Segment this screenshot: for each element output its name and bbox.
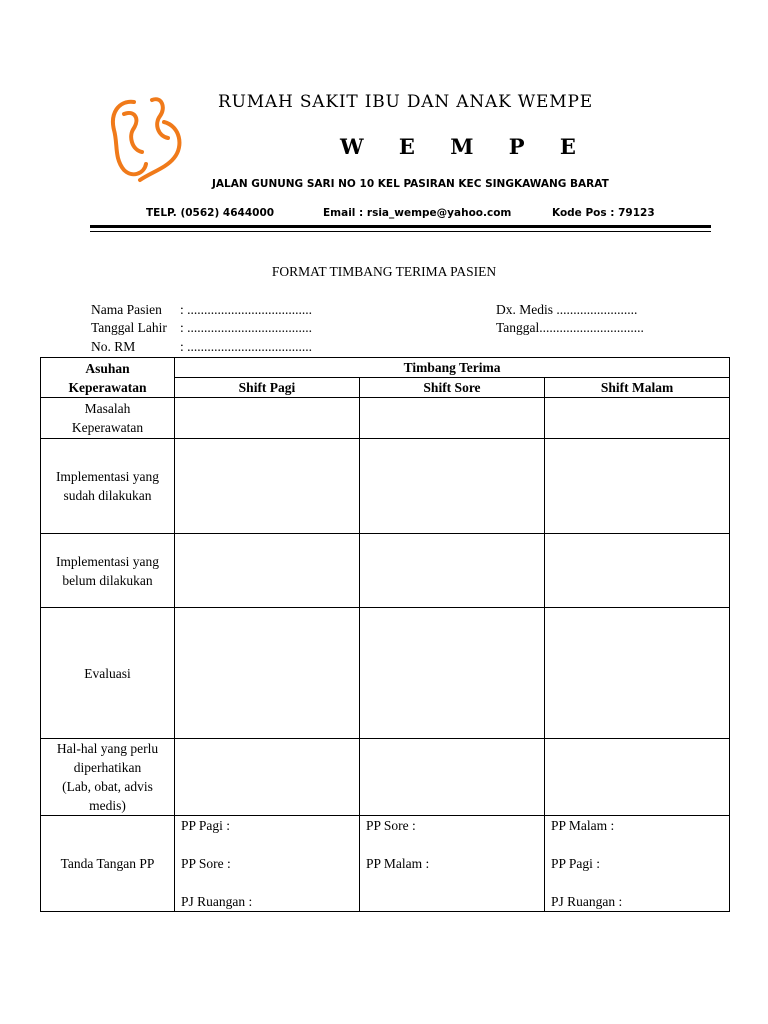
row-label-evaluasi: Evaluasi [41, 608, 175, 739]
row-label-line: Hal-hal yang perlu [56, 741, 159, 756]
field-nama-pasien[interactable]: : ..................................... [180, 302, 313, 317]
cell-hal-hal-sore[interactable] [360, 739, 545, 816]
field-tanggal-lahir[interactable]: : ..................................... [180, 320, 313, 335]
cell-evaluasi-pagi[interactable] [175, 608, 360, 739]
header-shift-sore: Shift Sore [360, 378, 545, 398]
row-label-hal-hal [41, 739, 175, 816]
hospital-name: RUMAH SAKIT IBU DAN ANAK WEMPE [218, 92, 593, 112]
cell-masalah-pagi[interactable] [175, 398, 360, 439]
row-label-tanda-tangan: Tanda Tangan PP [41, 816, 175, 912]
label-nama-pasien: Nama Pasien [91, 302, 162, 317]
row-label-line: Masalah [84, 401, 131, 416]
hospital-email: Email : rsia_wempe@yahoo.com [323, 207, 512, 219]
cell-hal-hal-pagi[interactable] [175, 739, 360, 816]
form-title: FORMAT TIMBANG TERIMA PASIEN [271, 264, 497, 279]
header-rule-thick [90, 225, 711, 228]
cell-impl-sudah-pagi[interactable] [175, 439, 360, 534]
table-row [41, 398, 730, 439]
corner-header [41, 358, 175, 398]
corner-header-line1: Asuhan [85, 360, 130, 376]
signature-line: PP Pagi : [181, 818, 231, 833]
signature-cell-sore[interactable] [360, 816, 545, 912]
header-shift-malam: Shift Malam [545, 378, 730, 398]
cell-impl-sudah-sore[interactable] [360, 439, 545, 534]
hospital-address: JALAN GUNUNG SARI NO 10 KEL PASIRAN KEC SINGKAWANG BARAT [212, 178, 609, 190]
table-row [41, 534, 730, 608]
row-label-implementasi-belum [41, 534, 175, 608]
row-label-line: Implementasi yang [55, 553, 160, 569]
cell-masalah-sore[interactable] [360, 398, 545, 439]
label-no-rm: No. RM [91, 339, 136, 354]
row-label-line: Implementasi yang [55, 469, 160, 484]
table-row [41, 739, 730, 816]
header-rule-thin [90, 231, 711, 232]
hospital-postcode: Kode Pos : 79123 [552, 207, 655, 219]
cell-impl-belum-pagi[interactable] [175, 534, 360, 608]
cell-impl-belum-malam[interactable] [545, 534, 730, 608]
signature-line: PP Malam : [551, 818, 615, 833]
cell-evaluasi-sore[interactable] [360, 608, 545, 739]
group-header-timbang-terima: Timbang Terima [175, 358, 730, 378]
table-row [41, 439, 730, 534]
signature-line: PP Sore : [181, 856, 231, 871]
signature-line: PP Malam : [366, 856, 430, 871]
cell-masalah-malam[interactable] [545, 398, 730, 439]
signature-cell-pagi[interactable] [175, 816, 360, 912]
hospital-phone: TELP. (0562) 4644000 [146, 207, 275, 219]
row-label-line: belum dilakukan [62, 572, 153, 588]
label-tanggal-lahir: Tanggal Lahir [91, 320, 167, 335]
cell-hal-hal-malam[interactable] [545, 739, 730, 816]
signature-line: PJ Ruangan : [181, 894, 253, 909]
signature-cell-malam[interactable] [545, 816, 730, 912]
row-label-line: diperhatikan [73, 760, 142, 775]
cell-impl-belum-sore[interactable] [360, 534, 545, 608]
table-header-row-1 [41, 358, 730, 378]
field-tanggal[interactable]: Tanggal............................... [496, 320, 644, 335]
corner-header-line2: Keperawatan [68, 379, 147, 395]
cell-impl-sudah-malam[interactable] [545, 439, 730, 534]
header-shift-pagi: Shift Pagi [175, 378, 360, 398]
cell-evaluasi-malam[interactable] [545, 608, 730, 739]
row-label-line: medis) [89, 798, 126, 813]
handover-table [40, 357, 730, 912]
signature-line: PP Sore : [366, 818, 416, 833]
hospital-logo [104, 92, 190, 184]
row-label-line: Keperawatan [71, 420, 144, 435]
row-label-implementasi-sudah [41, 439, 175, 534]
row-label-line: (Lab, obat, advis [62, 779, 153, 794]
row-label-masalah [41, 398, 175, 439]
field-dx-medis[interactable]: Dx. Medis ........................ [496, 302, 638, 317]
signature-line: PP Pagi : [551, 856, 601, 871]
row-label-line: sudah dilakukan [63, 488, 152, 503]
signature-line: PJ Ruangan : [551, 894, 623, 909]
field-no-rm[interactable]: : ..................................... [180, 339, 313, 354]
hospital-brand: W E M P E [340, 134, 590, 159]
table-row [41, 816, 730, 912]
table-row [41, 608, 730, 739]
